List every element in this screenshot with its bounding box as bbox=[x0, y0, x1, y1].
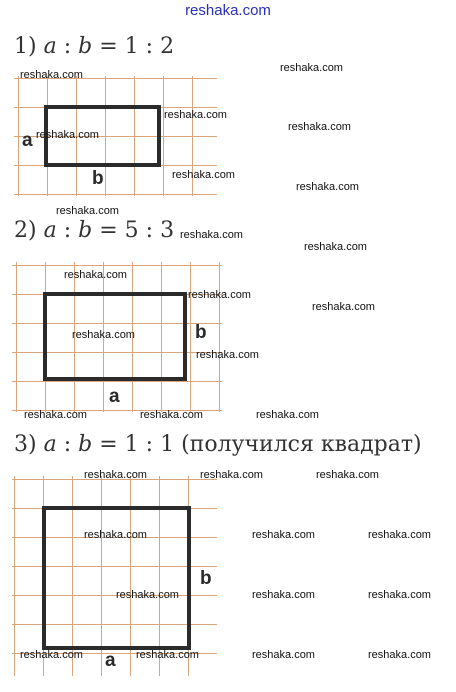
problem-2-title: 2) a : b = 5 : 3 bbox=[14, 218, 175, 243]
watermark: reshaka.com bbox=[56, 205, 119, 217]
watermark: reshaka.com bbox=[24, 409, 87, 421]
watermark: reshaka.com bbox=[256, 409, 319, 421]
watermark: reshaka.com bbox=[296, 181, 359, 193]
watermark: reshaka.com bbox=[368, 589, 431, 601]
square-3 bbox=[42, 506, 191, 650]
watermark: reshaka.com bbox=[84, 469, 147, 481]
watermark: reshaka.com bbox=[164, 109, 227, 121]
site-header: reshaka.com bbox=[185, 2, 271, 19]
label-b-2: b bbox=[195, 322, 207, 343]
watermark: reshaka.com bbox=[316, 469, 379, 481]
problem-1-title: 1) a : b = 1 : 2 bbox=[14, 34, 175, 59]
label-b-1: b bbox=[92, 168, 104, 189]
watermark: reshaka.com bbox=[116, 589, 179, 601]
watermark: reshaka.com bbox=[368, 529, 431, 541]
watermark: reshaka.com bbox=[312, 301, 375, 313]
label-b-3: b bbox=[200, 568, 212, 589]
problem-3-title: 3) a : b = 1 : 1 (получился квадрат) bbox=[14, 432, 422, 457]
watermark: reshaka.com bbox=[288, 121, 351, 133]
watermark: reshaka.com bbox=[252, 649, 315, 661]
watermark: reshaka.com bbox=[20, 69, 83, 81]
watermark: reshaka.com bbox=[64, 269, 127, 281]
watermark: reshaka.com bbox=[180, 229, 243, 241]
watermark: reshaka.com bbox=[304, 241, 367, 253]
watermark: reshaka.com bbox=[252, 589, 315, 601]
watermark: reshaka.com bbox=[20, 649, 83, 661]
watermark: reshaka.com bbox=[84, 529, 147, 541]
label-a-3: a bbox=[105, 650, 116, 671]
watermark: reshaka.com bbox=[196, 349, 259, 361]
label-a-2: a bbox=[109, 386, 120, 407]
watermark: reshaka.com bbox=[136, 649, 199, 661]
watermark: reshaka.com bbox=[368, 649, 431, 661]
watermark: reshaka.com bbox=[72, 329, 135, 341]
watermark: reshaka.com bbox=[252, 529, 315, 541]
watermark: reshaka.com bbox=[172, 169, 235, 181]
watermark: reshaka.com bbox=[36, 129, 99, 141]
watermark: reshaka.com bbox=[200, 469, 263, 481]
watermark: reshaka.com bbox=[280, 62, 343, 74]
label-a-1: a bbox=[22, 130, 33, 151]
watermark: reshaka.com bbox=[188, 289, 251, 301]
watermark: reshaka.com bbox=[140, 409, 203, 421]
